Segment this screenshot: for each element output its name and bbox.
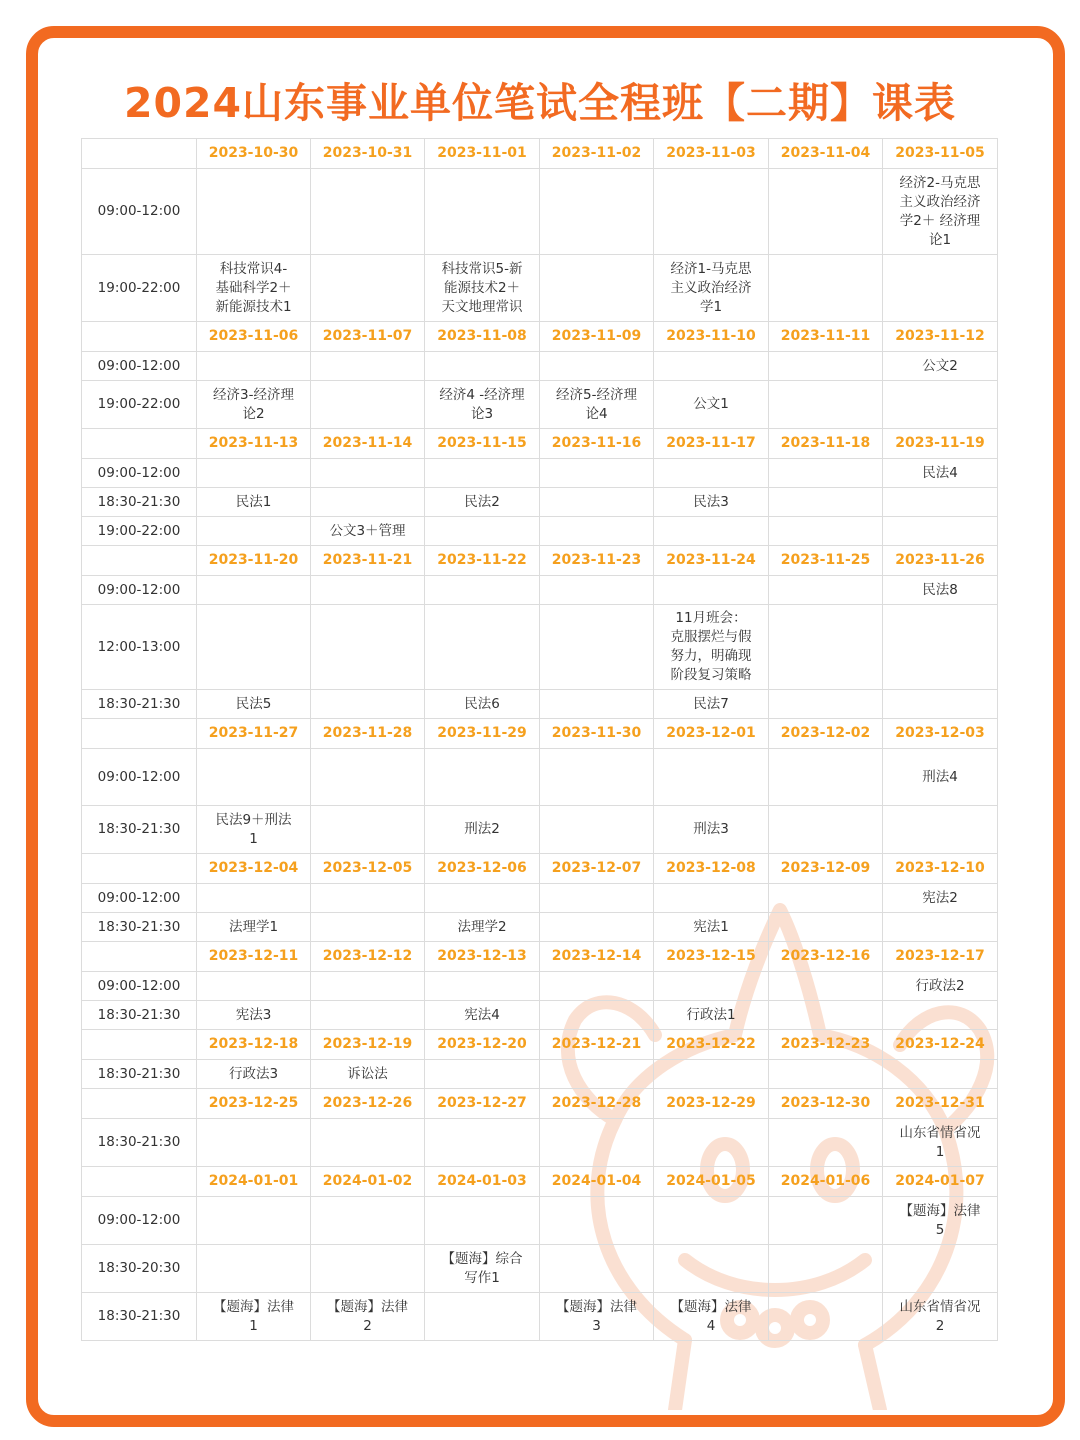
- course-cell: [654, 884, 769, 913]
- course-cell: 宪法4: [425, 1001, 540, 1030]
- course-cell: [883, 1001, 998, 1030]
- time-slot-cell: 19:00-22:00: [82, 255, 197, 322]
- course-cell: [197, 605, 311, 690]
- course-cell: 山东省情省况 1: [883, 1119, 998, 1167]
- date-cell: 2023-11-04: [769, 139, 883, 169]
- date-cell: 2023-12-03: [883, 719, 998, 749]
- course-cell: [654, 1119, 769, 1167]
- schedule-row: [82, 352, 998, 381]
- course-cell: 经济4 -经济理 论3: [425, 381, 540, 429]
- time-slot-cell: 18:30-21:30: [82, 1060, 197, 1089]
- course-cell: 【题海】法律 4: [654, 1293, 769, 1341]
- date-cell: 2023-12-25: [197, 1089, 311, 1119]
- course-cell: [311, 749, 425, 806]
- course-cell: [769, 806, 883, 854]
- schedule-row: [82, 576, 998, 605]
- course-cell: [769, 381, 883, 429]
- course-cell: 【题海】法律 3: [540, 1293, 654, 1341]
- empty-corner-cell: [82, 854, 197, 884]
- date-header-row: [82, 139, 998, 169]
- course-cell: [425, 169, 540, 255]
- course-cell: [769, 913, 883, 942]
- schedule-row: [82, 381, 998, 429]
- date-header-row: [82, 1167, 998, 1197]
- schedule-row: [82, 806, 998, 854]
- course-cell: [425, 605, 540, 690]
- date-cell: 2023-11-22: [425, 546, 540, 576]
- date-cell: 2024-01-05: [654, 1167, 769, 1197]
- course-cell: 宪法2: [883, 884, 998, 913]
- course-cell: 【题海】法律 5: [883, 1197, 998, 1245]
- time-slot-cell: 18:30-21:30: [82, 806, 197, 854]
- course-cell: 民法2: [425, 488, 540, 517]
- course-cell: [540, 255, 654, 322]
- course-cell: [197, 169, 311, 255]
- course-cell: [311, 169, 425, 255]
- date-cell: 2023-11-21: [311, 546, 425, 576]
- course-cell: [197, 1197, 311, 1245]
- course-cell: [311, 488, 425, 517]
- date-cell: 2023-12-07: [540, 854, 654, 884]
- date-cell: 2023-11-11: [769, 322, 883, 352]
- time-slot-cell: 09:00-12:00: [82, 352, 197, 381]
- course-cell: 民法1: [197, 488, 311, 517]
- course-cell: [883, 913, 998, 942]
- course-cell: [540, 517, 654, 546]
- course-cell: [769, 1119, 883, 1167]
- empty-corner-cell: [82, 1030, 197, 1060]
- course-cell: [769, 1293, 883, 1341]
- course-cell: [311, 1245, 425, 1293]
- course-cell: [883, 381, 998, 429]
- date-cell: 2023-12-18: [197, 1030, 311, 1060]
- course-cell: [769, 459, 883, 488]
- empty-corner-cell: [82, 942, 197, 972]
- date-cell: 2023-12-22: [654, 1030, 769, 1060]
- course-cell: 11月班会： 克服摆烂与假 努力，明确现 阶段复习策略: [654, 605, 769, 690]
- course-cell: [883, 1245, 998, 1293]
- course-cell: 法理学2: [425, 913, 540, 942]
- date-cell: 2023-11-07: [311, 322, 425, 352]
- course-cell: [654, 352, 769, 381]
- date-cell: 2023-11-10: [654, 322, 769, 352]
- date-cell: 2023-12-28: [540, 1089, 654, 1119]
- course-cell: [311, 806, 425, 854]
- course-cell: [197, 352, 311, 381]
- date-cell: 2024-01-03: [425, 1167, 540, 1197]
- date-cell: 2023-11-24: [654, 546, 769, 576]
- date-cell: 2023-11-23: [540, 546, 654, 576]
- date-header-row: [82, 546, 998, 576]
- date-cell: 2023-12-09: [769, 854, 883, 884]
- time-slot-cell: 18:30-21:30: [82, 913, 197, 942]
- schedule-row: [82, 1293, 998, 1341]
- course-cell: 经济2-马克思 主义政治经济 学2＋ 经济理 论1: [883, 169, 998, 255]
- date-cell: 2023-11-18: [769, 429, 883, 459]
- course-cell: [654, 1245, 769, 1293]
- course-cell: [311, 352, 425, 381]
- time-slot-cell: 18:30-21:30: [82, 488, 197, 517]
- course-cell: 民法3: [654, 488, 769, 517]
- course-cell: 山东省情省况 2: [883, 1293, 998, 1341]
- course-cell: 行政法2: [883, 972, 998, 1001]
- time-slot-cell: 09:00-12:00: [82, 169, 197, 255]
- date-cell: 2023-11-20: [197, 546, 311, 576]
- time-slot-cell: 09:00-12:00: [82, 749, 197, 806]
- empty-corner-cell: [82, 546, 197, 576]
- date-cell: 2023-12-24: [883, 1030, 998, 1060]
- date-cell: 2023-11-13: [197, 429, 311, 459]
- course-cell: 公文3＋管理: [311, 517, 425, 546]
- schedule-row: [82, 749, 998, 806]
- course-cell: [425, 749, 540, 806]
- course-cell: 宪法3: [197, 1001, 311, 1030]
- schedule-row: [82, 972, 998, 1001]
- course-cell: [540, 1060, 654, 1089]
- date-header-row: [82, 942, 998, 972]
- course-cell: 经济5-经济理 论4: [540, 381, 654, 429]
- time-slot-cell: 09:00-12:00: [82, 1197, 197, 1245]
- empty-corner-cell: [82, 719, 197, 749]
- date-cell: 2023-12-17: [883, 942, 998, 972]
- empty-corner-cell: [82, 1089, 197, 1119]
- course-cell: [540, 605, 654, 690]
- course-cell: [654, 517, 769, 546]
- schedule-row: [82, 690, 998, 719]
- course-cell: [769, 517, 883, 546]
- course-cell: [197, 884, 311, 913]
- course-cell: [311, 690, 425, 719]
- course-cell: [769, 576, 883, 605]
- date-cell: 2023-11-15: [425, 429, 540, 459]
- course-cell: [769, 884, 883, 913]
- course-cell: [540, 1245, 654, 1293]
- course-cell: 诉讼法: [311, 1060, 425, 1089]
- course-cell: [883, 605, 998, 690]
- course-cell: 科技常识4- 基础科学2＋ 新能源技术1: [197, 255, 311, 322]
- date-cell: 2023-11-16: [540, 429, 654, 459]
- date-cell: 2023-12-30: [769, 1089, 883, 1119]
- date-cell: 2023-12-29: [654, 1089, 769, 1119]
- schedule-row: [82, 488, 998, 517]
- course-cell: [311, 913, 425, 942]
- date-cell: 2024-01-04: [540, 1167, 654, 1197]
- time-slot-cell: 18:30-21:30: [82, 690, 197, 719]
- course-cell: 民法7: [654, 690, 769, 719]
- empty-corner-cell: [82, 322, 197, 352]
- course-cell: [769, 972, 883, 1001]
- date-cell: 2023-12-15: [654, 942, 769, 972]
- date-cell: 2023-11-05: [883, 139, 998, 169]
- course-cell: 【题海】法律 1: [197, 1293, 311, 1341]
- course-cell: 行政法3: [197, 1060, 311, 1089]
- schedule-row: [82, 605, 998, 690]
- course-cell: [311, 1119, 425, 1167]
- date-cell: 2023-11-03: [654, 139, 769, 169]
- date-cell: 2023-11-30: [540, 719, 654, 749]
- course-cell: 【题海】法律 2: [311, 1293, 425, 1341]
- date-cell: 2023-11-06: [197, 322, 311, 352]
- course-cell: [425, 972, 540, 1001]
- schedule-row: [82, 255, 998, 322]
- schedule-row: [82, 913, 998, 942]
- course-cell: [769, 605, 883, 690]
- time-slot-cell: 18:30-21:30: [82, 1119, 197, 1167]
- course-cell: 行政法1: [654, 1001, 769, 1030]
- course-cell: 公文2: [883, 352, 998, 381]
- date-cell: 2023-11-28: [311, 719, 425, 749]
- date-cell: 2023-12-02: [769, 719, 883, 749]
- course-cell: [197, 576, 311, 605]
- course-cell: [540, 1001, 654, 1030]
- course-cell: 法理学1: [197, 913, 311, 942]
- course-cell: [311, 576, 425, 605]
- date-cell: 2023-11-14: [311, 429, 425, 459]
- date-cell: 2023-11-25: [769, 546, 883, 576]
- date-cell: 2024-01-07: [883, 1167, 998, 1197]
- schedule-table: [81, 138, 998, 1341]
- course-cell: [540, 690, 654, 719]
- course-cell: [769, 690, 883, 719]
- time-slot-cell: 18:30-21:30: [82, 1293, 197, 1341]
- schedule-row: [82, 1245, 998, 1293]
- course-cell: 民法5: [197, 690, 311, 719]
- course-cell: [540, 884, 654, 913]
- date-cell: 2023-11-26: [883, 546, 998, 576]
- date-header-row: [82, 429, 998, 459]
- course-cell: [540, 352, 654, 381]
- course-cell: [540, 169, 654, 255]
- date-cell: 2023-12-13: [425, 942, 540, 972]
- course-cell: [540, 459, 654, 488]
- course-cell: [883, 488, 998, 517]
- course-cell: [540, 972, 654, 1001]
- course-cell: 民法4: [883, 459, 998, 488]
- time-slot-cell: 09:00-12:00: [82, 884, 197, 913]
- date-header-row: [82, 719, 998, 749]
- date-header-row: [82, 1030, 998, 1060]
- course-cell: [883, 690, 998, 719]
- time-slot-cell: 18:30-20:30: [82, 1245, 197, 1293]
- course-cell: [197, 517, 311, 546]
- date-cell: 2023-11-29: [425, 719, 540, 749]
- date-cell: 2023-12-01: [654, 719, 769, 749]
- schedule-row: [82, 1001, 998, 1030]
- time-slot-cell: 18:30-21:30: [82, 1001, 197, 1030]
- date-cell: 2023-11-09: [540, 322, 654, 352]
- date-cell: 2024-01-01: [197, 1167, 311, 1197]
- date-cell: 2023-12-14: [540, 942, 654, 972]
- course-cell: [425, 352, 540, 381]
- course-cell: [540, 806, 654, 854]
- course-cell: [540, 749, 654, 806]
- course-cell: [883, 255, 998, 322]
- date-cell: 2023-11-12: [883, 322, 998, 352]
- course-cell: [425, 1060, 540, 1089]
- time-slot-cell: 19:00-22:00: [82, 517, 197, 546]
- course-cell: [311, 381, 425, 429]
- course-cell: [425, 459, 540, 488]
- date-cell: 2023-12-31: [883, 1089, 998, 1119]
- date-header-row: [82, 1089, 998, 1119]
- time-slot-cell: 09:00-12:00: [82, 576, 197, 605]
- schedule-row: [82, 169, 998, 255]
- course-cell: [425, 1119, 540, 1167]
- empty-corner-cell: [82, 1167, 197, 1197]
- course-cell: [197, 459, 311, 488]
- date-cell: 2023-12-12: [311, 942, 425, 972]
- date-cell: 2023-12-16: [769, 942, 883, 972]
- date-cell: 2023-11-27: [197, 719, 311, 749]
- course-cell: [769, 1197, 883, 1245]
- date-cell: 2023-11-02: [540, 139, 654, 169]
- course-cell: [425, 576, 540, 605]
- course-cell: [540, 488, 654, 517]
- date-cell: 2023-12-08: [654, 854, 769, 884]
- course-cell: [883, 1060, 998, 1089]
- schedule-row: [82, 1197, 998, 1245]
- course-cell: [654, 1060, 769, 1089]
- date-cell: 2023-10-31: [311, 139, 425, 169]
- course-cell: 刑法2: [425, 806, 540, 854]
- date-cell: 2023-12-21: [540, 1030, 654, 1060]
- course-cell: [311, 884, 425, 913]
- date-cell: 2023-12-26: [311, 1089, 425, 1119]
- course-cell: 刑法3: [654, 806, 769, 854]
- date-cell: 2024-01-02: [311, 1167, 425, 1197]
- date-cell: 2023-12-06: [425, 854, 540, 884]
- course-cell: [311, 255, 425, 322]
- course-cell: 民法8: [883, 576, 998, 605]
- course-cell: [311, 1001, 425, 1030]
- course-cell: [540, 913, 654, 942]
- date-cell: 2023-11-01: [425, 139, 540, 169]
- course-cell: 民法6: [425, 690, 540, 719]
- time-slot-cell: 09:00-12:00: [82, 459, 197, 488]
- course-cell: 民法9＋刑法 1: [197, 806, 311, 854]
- course-cell: 【题海】综合 写作1: [425, 1245, 540, 1293]
- date-header-row: [82, 854, 998, 884]
- course-cell: [654, 749, 769, 806]
- date-cell: 2023-12-23: [769, 1030, 883, 1060]
- course-cell: [311, 972, 425, 1001]
- course-cell: [311, 459, 425, 488]
- date-cell: 2023-11-19: [883, 429, 998, 459]
- date-cell: 2023-12-04: [197, 854, 311, 884]
- empty-corner-cell: [82, 139, 197, 169]
- course-cell: [654, 459, 769, 488]
- time-slot-cell: 09:00-12:00: [82, 972, 197, 1001]
- schedule-row: [82, 459, 998, 488]
- schedule-row: [82, 1060, 998, 1089]
- date-cell: 2023-11-17: [654, 429, 769, 459]
- course-cell: [769, 352, 883, 381]
- page-title: 2024山东事业单位笔试全程班【二期】课表: [123, 79, 957, 127]
- course-cell: [425, 517, 540, 546]
- date-cell: 2023-12-05: [311, 854, 425, 884]
- course-cell: [654, 1197, 769, 1245]
- course-cell: [311, 1197, 425, 1245]
- course-cell: [769, 255, 883, 322]
- course-cell: [769, 749, 883, 806]
- course-cell: [654, 972, 769, 1001]
- course-cell: [425, 1293, 540, 1341]
- course-cell: 公文1: [654, 381, 769, 429]
- course-cell: [540, 576, 654, 605]
- date-cell: 2023-12-10: [883, 854, 998, 884]
- empty-corner-cell: [82, 429, 197, 459]
- course-cell: [769, 1060, 883, 1089]
- time-slot-cell: 19:00-22:00: [82, 381, 197, 429]
- date-cell: 2023-10-30: [197, 139, 311, 169]
- date-header-row: [82, 322, 998, 352]
- course-cell: [654, 169, 769, 255]
- date-cell: 2023-11-08: [425, 322, 540, 352]
- course-cell: [883, 517, 998, 546]
- course-cell: 刑法4: [883, 749, 998, 806]
- course-cell: [197, 749, 311, 806]
- course-cell: [197, 1119, 311, 1167]
- schedule-row: [82, 517, 998, 546]
- course-cell: [540, 1119, 654, 1167]
- course-cell: 经济1-马克思 主义政治经济 学1: [654, 255, 769, 322]
- date-cell: 2023-12-27: [425, 1089, 540, 1119]
- course-cell: 科技常识5-新 能源技术2＋ 天文地理常识: [425, 255, 540, 322]
- date-cell: 2023-12-20: [425, 1030, 540, 1060]
- schedule-row: [82, 1119, 998, 1167]
- schedule-row: [82, 884, 998, 913]
- course-cell: [425, 1197, 540, 1245]
- course-cell: [769, 1001, 883, 1030]
- course-cell: [540, 1197, 654, 1245]
- course-cell: 经济3-经济理 论2: [197, 381, 311, 429]
- course-cell: [883, 806, 998, 854]
- course-cell: [654, 576, 769, 605]
- date-cell: 2024-01-06: [769, 1167, 883, 1197]
- course-cell: [197, 1245, 311, 1293]
- course-cell: [769, 169, 883, 255]
- course-cell: [425, 884, 540, 913]
- date-cell: 2023-12-19: [311, 1030, 425, 1060]
- course-cell: [769, 1245, 883, 1293]
- course-cell: [769, 488, 883, 517]
- course-cell: [311, 605, 425, 690]
- course-cell: 宪法1: [654, 913, 769, 942]
- date-cell: 2023-12-11: [197, 942, 311, 972]
- course-cell: [197, 972, 311, 1001]
- time-slot-cell: 12:00-13:00: [82, 605, 197, 690]
